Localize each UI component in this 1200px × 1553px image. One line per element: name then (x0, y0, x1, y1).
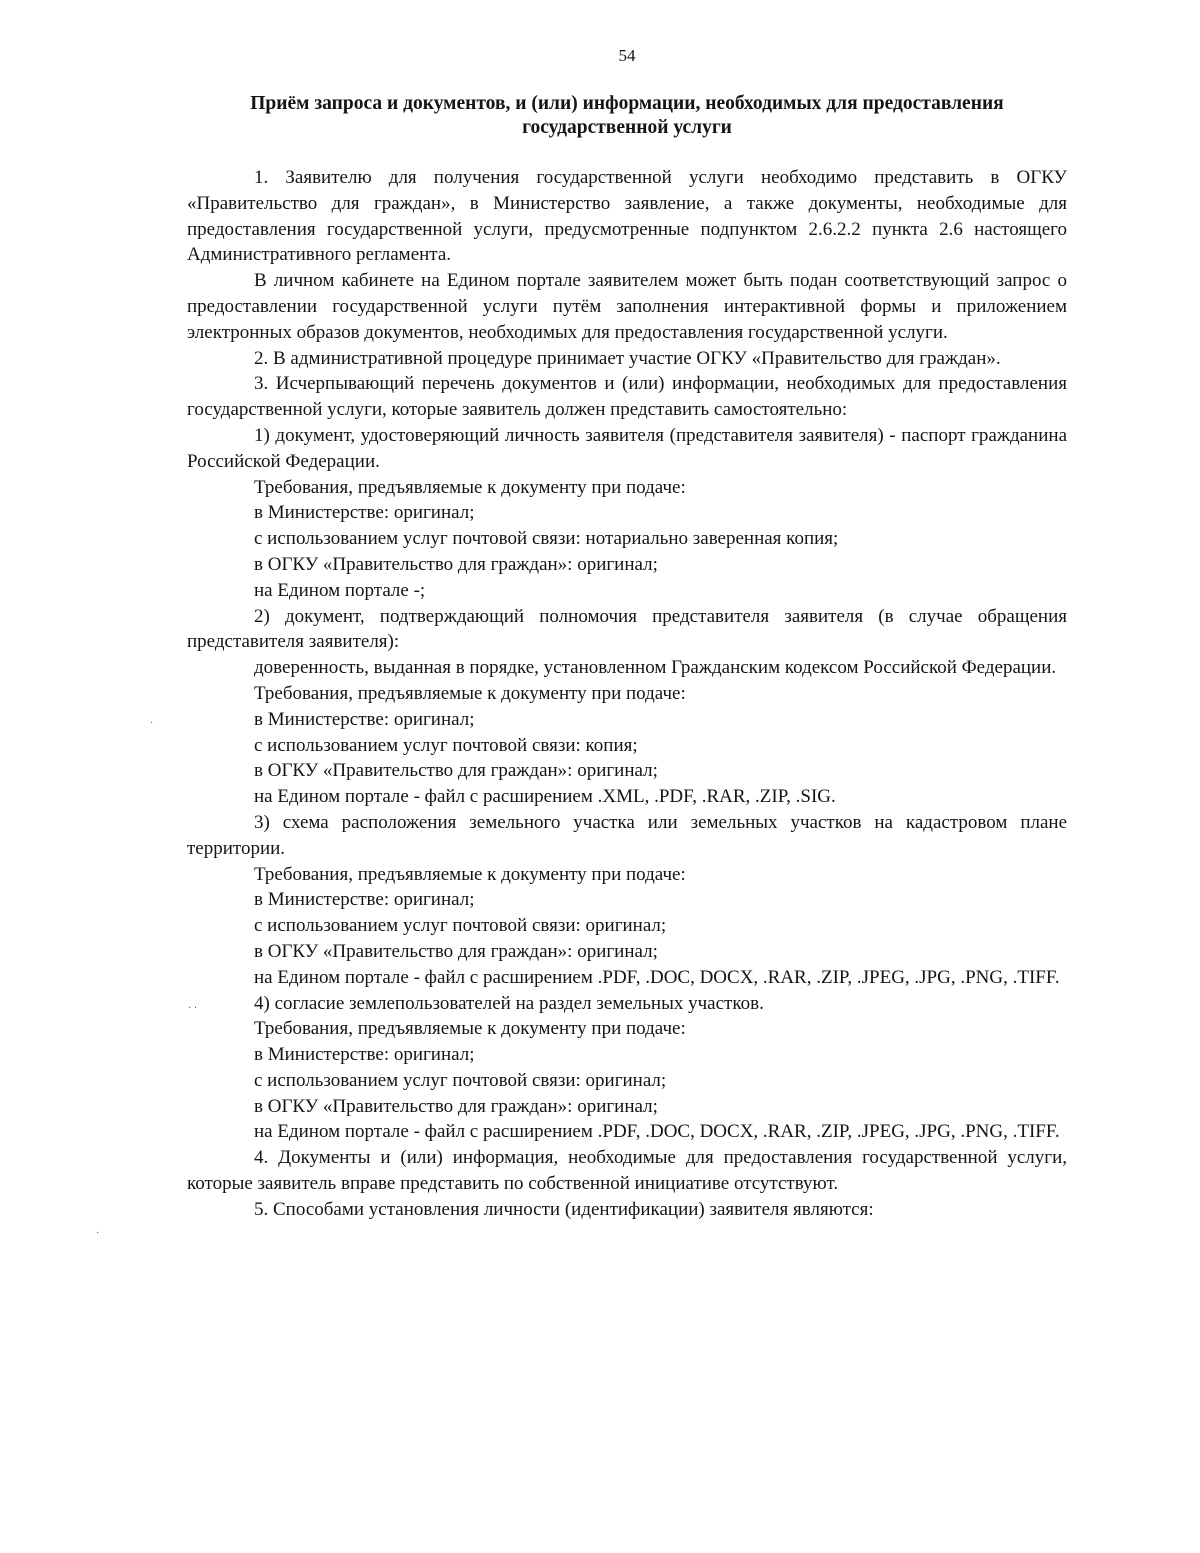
paragraph: с использованием услуг почтовой связи: нотариально заверенная копия; (254, 528, 839, 550)
paragraph: на Едином портале - файл с расширением .PDF, .DOC, DOCX, .RAR, .ZIP, .JPEG, .JPG, .PNG, .TIFF. (254, 1121, 1060, 1143)
paragraph: на Едином портале - файл с расширением .XML, .PDF, .RAR, .ZIP, .SIG. (254, 786, 836, 808)
section-title: Приём запроса и документов, и (или) информации, необходимых для предоставления государственной услуги (250, 93, 1004, 138)
paragraph: доверенность, выданная в порядке, установленном Гражданским кодексом Российской Федерации. (254, 657, 1057, 679)
scan-speck: · (150, 718, 154, 729)
paragraph: в ОГКУ «Правительство для граждан»: оригинал; (254, 760, 658, 782)
paragraph: 4. Документы и (или) информация, необходимые для предоставления государственной услуги, которые заявитель вправе представить по собственной инициативе отсутствуют. (187, 1147, 1067, 1195)
paragraph: Требования, предъявляемые к документу при подаче: (254, 1018, 686, 1040)
paragraph: В личном кабинете на Едином портале заявителем может быть подан соответствующий запрос о предоставлении государственной услуги путём заполнения интерактивной формы и приложением электронных образов документов, необходимых для предоставления государственной услуги. (187, 270, 1067, 343)
paragraph: Требования, предъявляемые к документу при подаче: (254, 682, 686, 704)
paragraph: 3. Исчерпывающий перечень документов и (или) информации, необходимых для предоставления государственной услуги, которые заявитель должен представить самостоятельно: (187, 373, 1067, 421)
page-number: 54 (618, 46, 636, 65)
paragraph: с использованием услуг почтовой связи: оригинал; (254, 1069, 667, 1091)
paragraph: на Едином портале -; (254, 579, 426, 601)
paragraph: 1) документ, удостоверяющий личность заявителя (представителя заявителя) - паспорт гражданина Российской Федерации. (187, 424, 1067, 472)
paragraph: в Министерстве: оригинал; (254, 502, 475, 524)
paragraph: 5. Способами установления личности (идентификации) заявителя являются: (254, 1198, 874, 1220)
paragraph: в Министерстве: оригинал; (254, 708, 475, 730)
paragraph: Требования, предъявляемые к документу при подаче: (254, 476, 686, 498)
paragraph: 2) документ, подтверждающий полномочия представителя заявителя (в случае обращения представителя заявителя): (187, 605, 1067, 653)
paragraph: в ОГКУ «Правительство для граждан»: оригинал; (254, 553, 658, 575)
paragraph: с использованием услуг почтовой связи: оригинал; (254, 915, 667, 937)
paragraph: с использованием услуг почтовой связи: копия; (254, 734, 638, 756)
paragraph: в Министерстве: оригинал; (254, 889, 475, 911)
paragraph: 4) согласие землепользователей на раздел земельных участков. (254, 992, 764, 1014)
paragraph: на Едином портале - файл с расширением .PDF, .DOC, DOCX, .RAR, .ZIP, .JPEG, .JPG, .PNG, .TIFF. (254, 966, 1060, 988)
paragraph: в Министерстве: оригинал; (254, 1044, 475, 1066)
scan-speck: · (96, 1228, 100, 1239)
document-body (187, 165, 1067, 1223)
paragraph: в ОГКУ «Правительство для граждан»: оригинал; (254, 1095, 658, 1117)
scan-speck: · · (188, 1003, 198, 1014)
paragraph: 3) схема расположения земельного участка или земельных участков на кадастровом плане территории. (187, 811, 1067, 859)
paragraph: Требования, предъявляемые к документу при подаче: (254, 863, 686, 885)
paragraph: в ОГКУ «Правительство для граждан»: оригинал; (254, 940, 658, 962)
paragraph: 1. Заявителю для получения государственной услуги необходимо представить в ОГКУ «Правительство для граждан», в Министерство заявление, а также документы, необходимые для предоставления государственной услуги, предусмотренные подпунктом 2.6.2.2 пункта 2.6 настоящего Административного регламента. (187, 167, 1067, 266)
paragraph: 2. В административной процедуре принимает участие ОГКУ «Правительство для граждан». (254, 347, 1001, 369)
